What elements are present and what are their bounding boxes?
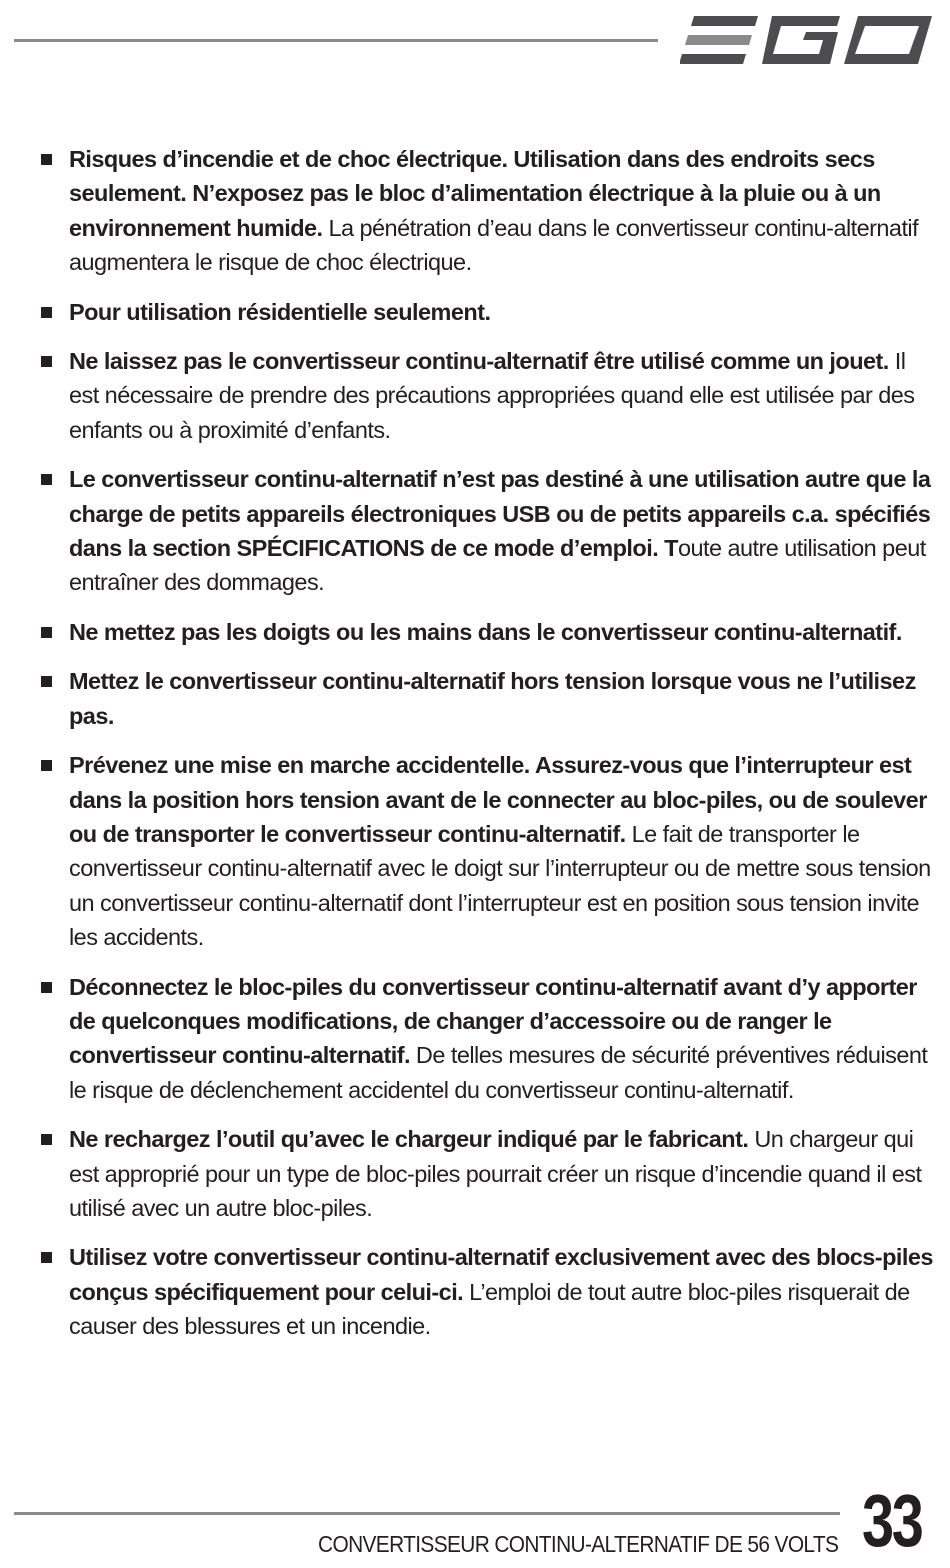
item-bold-text: Utilisez votre convertisseur continu-alternatif exclusivement avec des blocs-piles conçus spécifiquement pour celui-ci. bbox=[69, 1244, 933, 1305]
list-item bbox=[38, 970, 938, 1108]
bullet-square-icon bbox=[41, 1134, 52, 1145]
list-item bbox=[38, 1240, 938, 1343]
item-normal-text: La pénétration d’eau dans le convertisseur continu-alternatif augmentera le risque de choc électrique. bbox=[69, 214, 919, 276]
item-normal-text: L’emploi de tout autre bloc-piles risquerait de causer des blessures et un incendie. bbox=[69, 1278, 910, 1340]
item-bold-text: Pour utilisation résidentielle seulement. bbox=[69, 298, 491, 325]
bullet-square-icon bbox=[41, 982, 52, 993]
bullet-square-icon bbox=[41, 760, 52, 771]
list-item bbox=[38, 1122, 938, 1225]
safety-content bbox=[38, 142, 938, 1359]
page-number: 33 bbox=[862, 1479, 922, 1562]
list-item bbox=[38, 344, 938, 447]
list-item bbox=[38, 664, 938, 733]
item-bold-text: Déconnectez le bloc-piles du convertisseur continu-alternatif avant d’y apporter de quelconques modifications, de changer d’accessoire ou de ranger le convertisseur continu-alternatif. bbox=[69, 973, 917, 1069]
bullet-square-icon bbox=[41, 627, 52, 638]
ego-logo-graphic bbox=[680, 12, 935, 68]
list-item bbox=[38, 748, 938, 954]
bullet-square-icon bbox=[41, 307, 52, 318]
item-normal-text: Le fait de transporter le convertisseur continu-alternatif avec le doigt sur l’interrupteur ou de mettre sous tension un convertisseur continu-alternatif dont l’interrupteur est en position sous tension invite les accidents. bbox=[69, 820, 931, 951]
item-bold-text: Ne laissez pas le convertisseur continu-alternatif être utilisé comme un jouet. bbox=[69, 348, 889, 375]
item-bold-text: Ne mettez pas les doigts ou les mains dans le convertisseur continu-alternatif. bbox=[69, 618, 902, 645]
bullet-square-icon bbox=[41, 154, 52, 165]
list-item bbox=[38, 295, 938, 329]
bullet-square-icon bbox=[41, 474, 52, 485]
safety-bullet-list bbox=[38, 142, 938, 1344]
item-normal-text: Il est nécessaire de prendre des précautions appropriées quand elle est utilisée par des enfants ou à proximité d’enfants. bbox=[69, 348, 915, 443]
footer-title: CONVERTISSEUR CONTINU-ALTERNATIF DE 56 VOLTS bbox=[317, 1531, 838, 1557]
item-normal-text: Un chargeur qui est approprié pour un type de bloc-piles pourrait créer un risque d’incendie quand il est utilisé avec un autre bloc-piles. bbox=[69, 1126, 922, 1221]
header-rule bbox=[14, 39, 658, 42]
item-normal-text: De telles mesures de sécurité préventives réduisent le risque de déclenchement accidentel du convertisseur continu-alternatif. bbox=[69, 1042, 928, 1103]
item-bold-text: Prévenez une mise en marche accidentelle. Assurez-vous que l’interrupteur est dans la position hors tension avant de le connecter au bloc-piles, ou de soulever ou de transporter le convertisseur continu-alternatif. bbox=[69, 752, 927, 847]
item-normal-text: oute autre utilisation peut entraîner des dommages. bbox=[69, 535, 926, 596]
item-bold-text: Risques d’incendie et de choc électrique. Utilisation dans des endroits secs seulement. N’exposez pas le bloc d’alimentation électrique à la pluie ou à un environnement humide. bbox=[69, 146, 881, 241]
list-item bbox=[38, 615, 938, 649]
item-bold-text: Mettez le convertisseur continu-alternatif hors tension lorsque vous ne l’utilisez pas. bbox=[69, 668, 916, 729]
ego-logo bbox=[680, 12, 935, 68]
bullet-square-icon bbox=[41, 356, 52, 367]
list-item bbox=[38, 462, 938, 600]
bullet-square-icon bbox=[41, 1252, 52, 1263]
bullet-square-icon bbox=[41, 676, 52, 687]
item-bold-text: Ne rechargez l’outil qu’avec le chargeur indiqué par le fabricant. bbox=[69, 1126, 749, 1153]
footer-rule bbox=[14, 1512, 840, 1515]
item-bold-text: Le convertisseur continu-alternatif n’est pas destiné à une utilisation autre que la charge de petits appareils électroniques USB ou de petits appareils c.a. spécifiés dans la section SPÉCIFICATIONS de ce mode d’emploi. T bbox=[69, 466, 931, 562]
list-item bbox=[38, 142, 938, 280]
